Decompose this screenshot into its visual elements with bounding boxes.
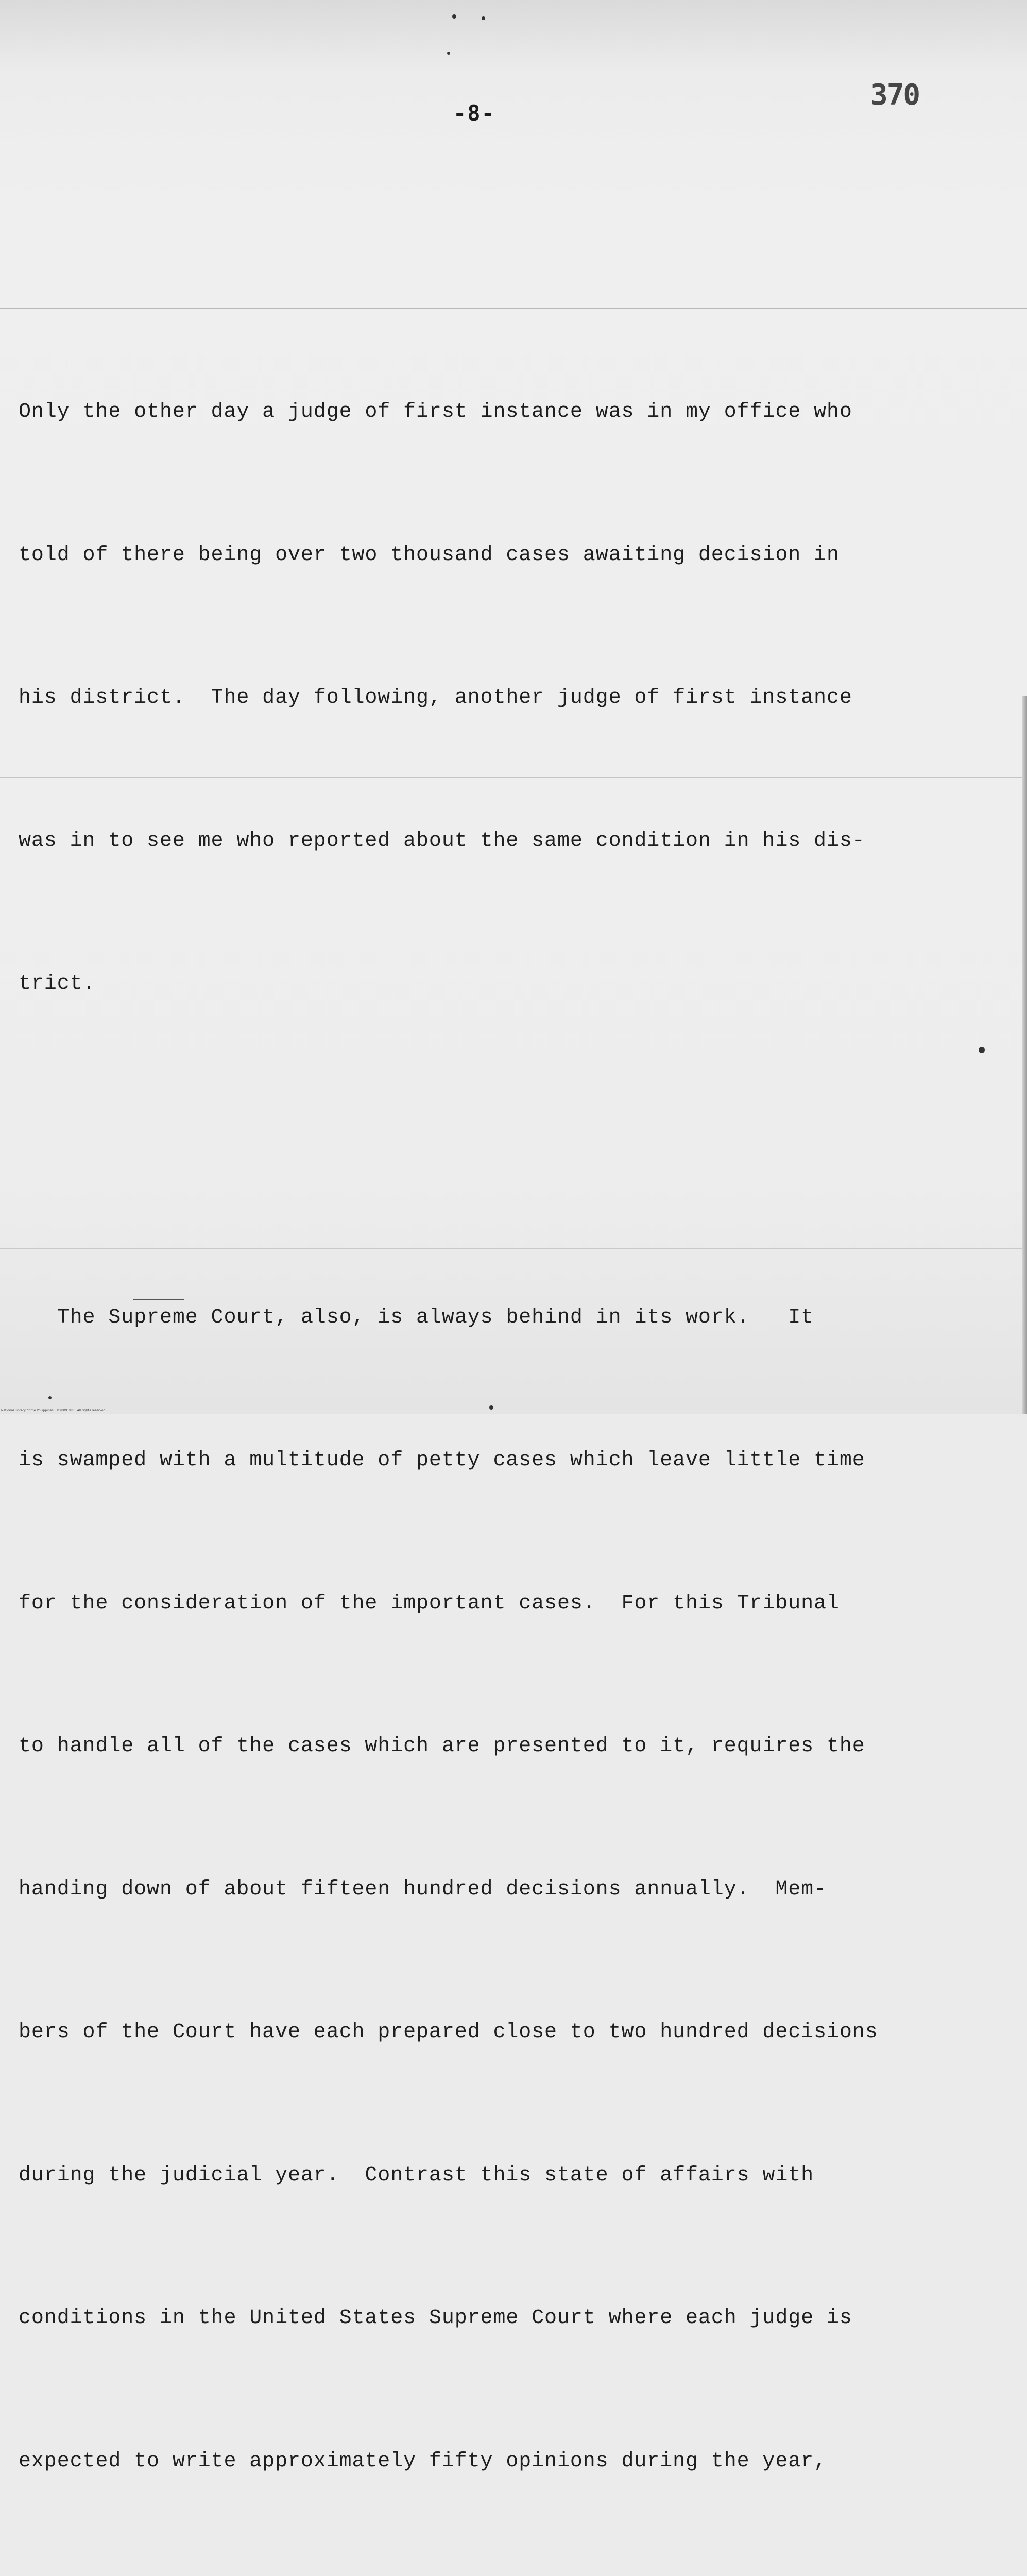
paragraph <box>19 293 1007 1104</box>
text-line: told of there being over two thousand cases awaiting decision in <box>19 532 1007 580</box>
body-text <box>19 198 1007 2576</box>
scan-speck <box>452 14 456 19</box>
text-line: expected to write approximately fifty opinions during the year, <box>19 2438 1007 2486</box>
text-line: for the consideration of the important cases. For this Tribunal <box>19 1580 1007 1628</box>
text-line: trict. <box>19 960 1007 1008</box>
paragraph <box>19 1199 1007 2576</box>
text-line: bers of the Court have each prepared close to two hundred decisions <box>19 2009 1007 2057</box>
scan-speck <box>482 16 485 20</box>
text-line: handing down of about fifteen hundred decisions annually. Mem- <box>19 1866 1007 1914</box>
text-line: during the judicial year. Contrast this state of affairs with <box>19 2152 1007 2200</box>
footer-dash <box>133 1299 184 1300</box>
text-line: was in to see me who reported about the same condition in his dis- <box>19 818 1007 866</box>
text-line: The Supreme Court, also, is always behind in its work. It <box>19 1294 1007 1342</box>
text-line: is swamped with a multitude of petty cases which leave little time <box>19 1437 1007 1485</box>
text-line: to handle all of the cases which are presented to it, requires the <box>19 1723 1007 1771</box>
text-line: Only the other day a judge of first instance was in my office who <box>19 388 1007 436</box>
scan-speck <box>447 52 450 55</box>
text-line: his district. The day following, another judge of first instance <box>19 674 1007 722</box>
page-edge-shadow <box>1022 696 1027 1414</box>
source-note: National Library of the Philippines · ©2009 NLP · All rights reserved <box>1 1409 105 1412</box>
page-number: -8- <box>453 100 495 126</box>
text-line: conditions in the United States Supreme Court where each judge is <box>19 2295 1007 2343</box>
stamp-number: 370 <box>870 78 919 112</box>
